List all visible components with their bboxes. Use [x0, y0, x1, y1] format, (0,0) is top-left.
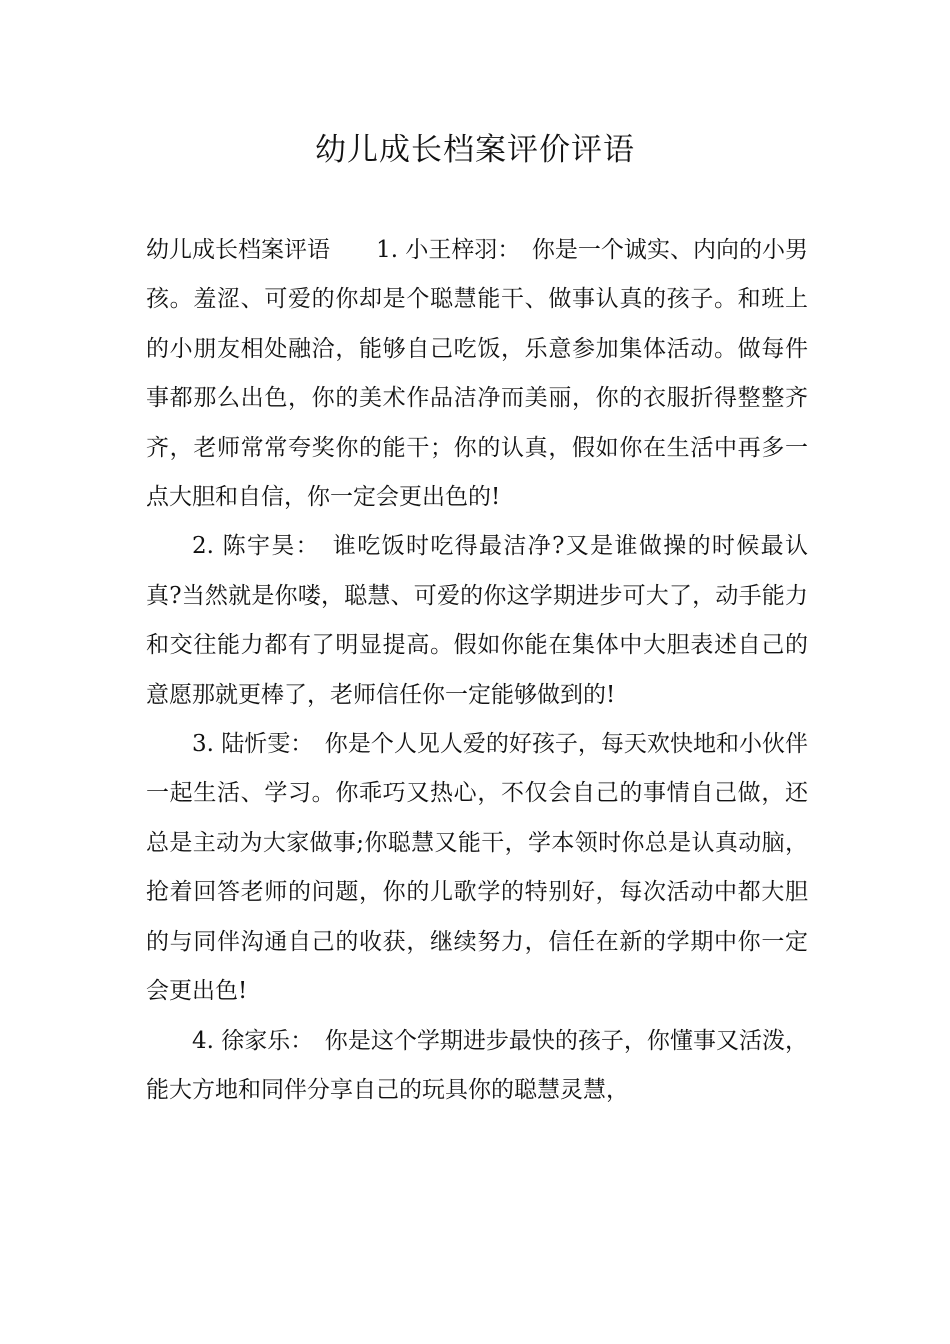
document-title: 幼儿成长档案评价评语: [315, 132, 635, 168]
paragraph-1: 幼儿成长档案评语 1. 小王梓羽： 你是一个诚实、内向的小男孩。羞涩、可爱的你却是个聪慧能干、做事认真的孩子。和班上的小朋友相处融洽，能够自己吃饭，乐意参加集体活动。做每件事都那么出色，你的美术作品洁净而美丽，你的衣服折得整整齐齐，老师常常夸奖你的能干；你的认真，假如你在生活中再多一点大胆和自信，你一定会更出色的!: [146, 237, 808, 511]
paragraph-3: 3. 陆忻雯： 你是个人见人爱的好孩子，每天欢快地和小伙伴一起生活、学习。你乖巧又热心，不仅会自己的事情自己做，还总是主动为大家做事;你聪慧又能干，学本领时你总是认真动脑，抢着回答老师的问题，你的儿歌学的特别好，每次活动中都大胆的与同伴沟通自己的收获，继续努力，信任在新的学期中你一定会更出色!: [146, 731, 808, 1005]
paragraph-2: 2. 陈宇昊： 谁吃饭时吃得最洁净?又是谁做操的时候最认真?当然就是你喽，聪慧、可爱的你这学期进步可大了，动手能力和交往能力都有了明显提高。假如你能在集体中大胆表述自己的意愿那就更棒了，老师信任你一定能够做到的!: [146, 533, 808, 708]
document-body: [146, 226, 808, 1115]
paragraph-4: 4. 徐家乐： 你是这个学期进步最快的孩子，你懂事又活泼，能大方地和同伴分享自己的玩具你的聪慧灵慧，: [146, 1027, 808, 1103]
